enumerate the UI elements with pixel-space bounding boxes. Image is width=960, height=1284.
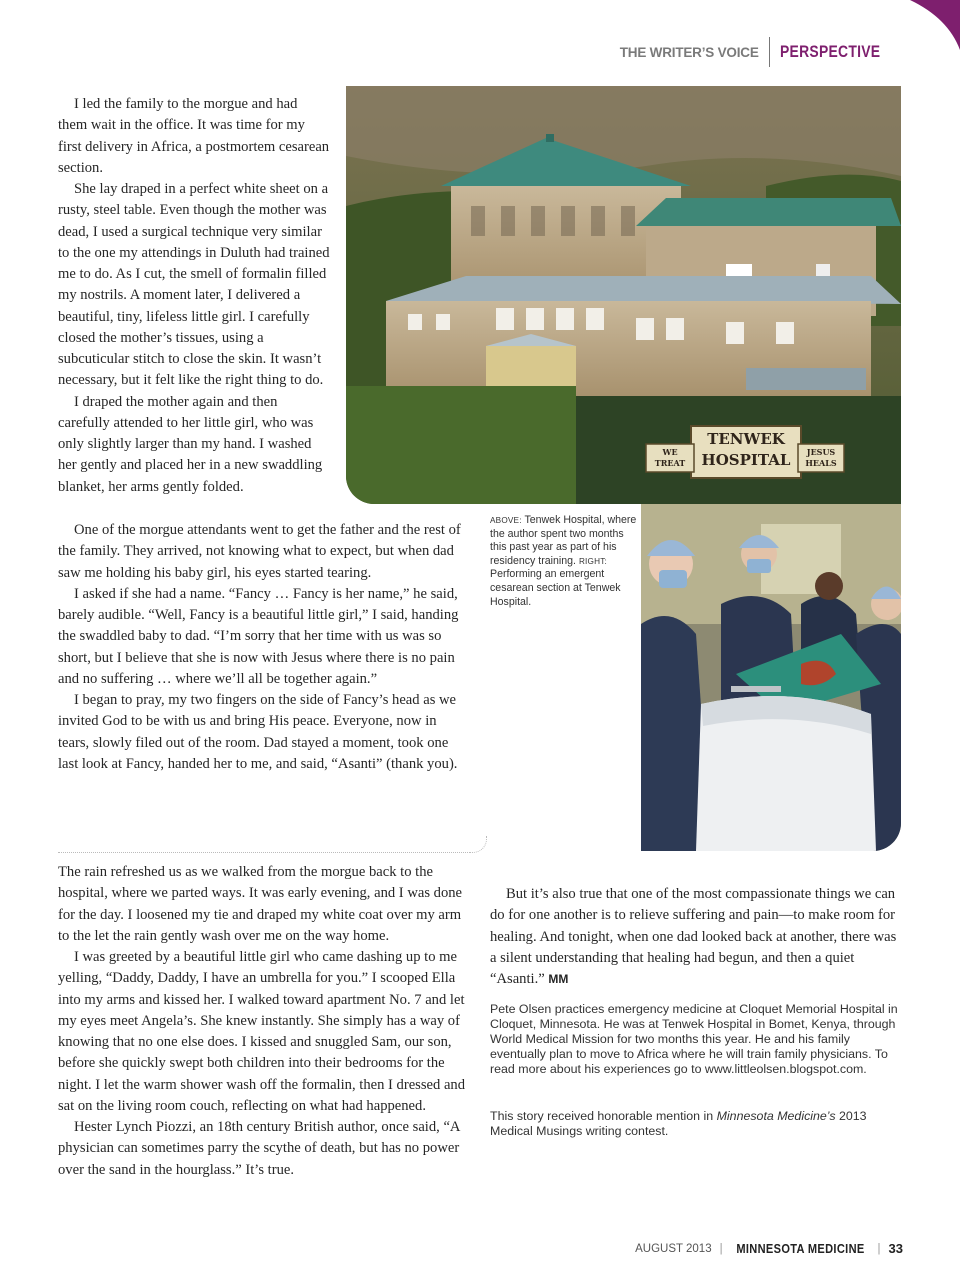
- page-number: 33: [888, 1241, 903, 1256]
- paragraph: I was greeted by a beautiful little girl who came dashing up to me yelling, “Daddy, Daddy, I have an umbrella for you.” I scooped Ella into my arms and kissed her. I walked toward apartment No. 7 and let my eyes meet Angela’s. She knew instantly. She simply has a way of knowing that no one else does. I kissed and snuggled Sam, our son, before she quickly swept both children into their bedrooms for the night. I let the warm shower wash off the formalin, then I dressed and sat on the living room couch, reflecting on what had happened.: [58, 949, 466, 1114]
- surgery-photo: [641, 504, 901, 851]
- surgery-illustration: [641, 504, 901, 851]
- column-1-text: [58, 94, 330, 498]
- column-1-text-wide: [58, 520, 466, 775]
- paragraph: I led the family to the morgue and had them wait in the office. It was time for my first delivery in Africa, a postmortem cesarean section.: [58, 96, 330, 176]
- sign-text: TENWEK: [707, 430, 785, 448]
- author-bio: Pete Olsen practices emergency medicine at Cloquet Memorial Hospital in Cloquet, Minnesota. He was at Tenwek Hospital in Bomet, Kenya, through World Medical Mission for two months this year. He and his family eventually plan to move to Africa where he will train family physicians. To read more about his experiences go to www.littleolsen.blogspot.com.: [490, 1002, 898, 1076]
- paragraph: She lay draped in a perfect white sheet on a rusty, steel table. Even though the mother was dead, I used a surgical technique very similar to the one my attendings in Duluth had trained me to do. As I cut, the smell of formalin filled my nostrils. A moment later, I delivered a beautiful, tiny, lifeless little girl. I carefully closed the mother’s tissues, using a subcuticular stitch to close the skin. It wasn’t necessary, but it felt like the right thing to do.: [58, 181, 330, 389]
- section-label: PERSPECTIVE: [779, 42, 880, 61]
- note-suffix: 2013 Medical Musings writing contest.: [490, 1109, 867, 1138]
- column-2-text: [58, 862, 470, 1181]
- sign-text: HOSPITAL: [701, 451, 791, 469]
- sign-text: TREAT: [654, 458, 686, 468]
- sign-text: WE: [662, 447, 678, 457]
- note-prefix: This story received honorable mention in: [490, 1109, 714, 1123]
- paragraph: Hester Lynch Piozzi, an 18th century British author, once said, “A physician can sometimes parry the scythe of death, but has no power over the sand in the hourglass.” It’s true.: [58, 1119, 460, 1178]
- kicker-label: THE WRITER’S VOICE: [619, 44, 759, 60]
- page-footer: [635, 1241, 903, 1256]
- caption-text: Tenwek Hospital, where the author spent two months this past year as part of his residency training.: [490, 514, 637, 567]
- paragraph: [490, 884, 902, 990]
- hospital-illustration: [346, 86, 901, 504]
- corner-accent: [900, 0, 960, 60]
- caption-text: Performing an emergent cesarean section at Tenwek Hospital.: [490, 568, 621, 608]
- caption-label: ABOVE:: [490, 516, 522, 525]
- footer-divider: |: [877, 1242, 881, 1255]
- issue-date: AUGUST 2013: [635, 1242, 712, 1255]
- photo-caption: [490, 514, 640, 609]
- sign-text: HEALS: [805, 458, 837, 468]
- page-header: [620, 38, 902, 66]
- column-3-text: [490, 884, 902, 990]
- paragraph: One of the morgue attendants went to get the father and the rest of the family. They arrived, not knowing what to expect, but when dad saw me holding his baby girl, his eyes started tearing.: [58, 522, 461, 581]
- publication-name: MINNESOTA MEDICINE: [735, 1241, 865, 1256]
- end-mark: MM: [548, 972, 569, 986]
- sign-text: JESUS: [806, 447, 836, 457]
- contest-note: [490, 1109, 900, 1139]
- paragraph: The rain refreshed us as we walked from the morgue back to the hospital, where we parted ways. It was early evening, and I was done for the day. I loosened my tie and draped my white coat over my arm to the let the rain gently wash over me on the way home.: [58, 864, 463, 944]
- dotted-divider-corner: [470, 836, 487, 853]
- note-publication: Minnesota Medicine’s: [716, 1109, 836, 1123]
- caption-label: RIGHT:: [578, 556, 607, 566]
- closing-paragraph: But it’s also true that one of the most compassionate things we can do for one another is to relieve suffering and pain—to make room for healing. And tonight, when one dad looked back at another, there was a silent understanding that healing had begun, and then a quiet “Asanti.”: [490, 886, 897, 987]
- paragraph: I draped the mother again and then carefully attended to her little girl, who was only slightly larger than my hand. I washed her gently and placed her in a new swaddling blanket, her arms gently folded.: [58, 393, 323, 495]
- paragraph: I asked if she had a name. “Fancy … Fancy is her name,” he said, barely audible. “Well, Fancy is a beautiful little girl,” I said, handing the swaddled baby to dad. “I’m sorry that her time with us was so short, but I believe that she is now with Jesus where there is no pain and no suffering … where we’ll all be together again.”: [58, 585, 459, 687]
- header-divider: [769, 37, 770, 67]
- footer-divider: |: [719, 1242, 723, 1255]
- paragraph: I began to pray, my two fingers on the side of Fancy’s head as we invited God to be with us and bring His peace. Everyone, now in tears, slowly filed out of the room. Dad stayed a moment, took one last look at Fancy, handed her to me, and said, “Asanti” (thank you).: [58, 692, 458, 772]
- dotted-divider: [58, 852, 470, 853]
- hospital-photo: [346, 86, 901, 504]
